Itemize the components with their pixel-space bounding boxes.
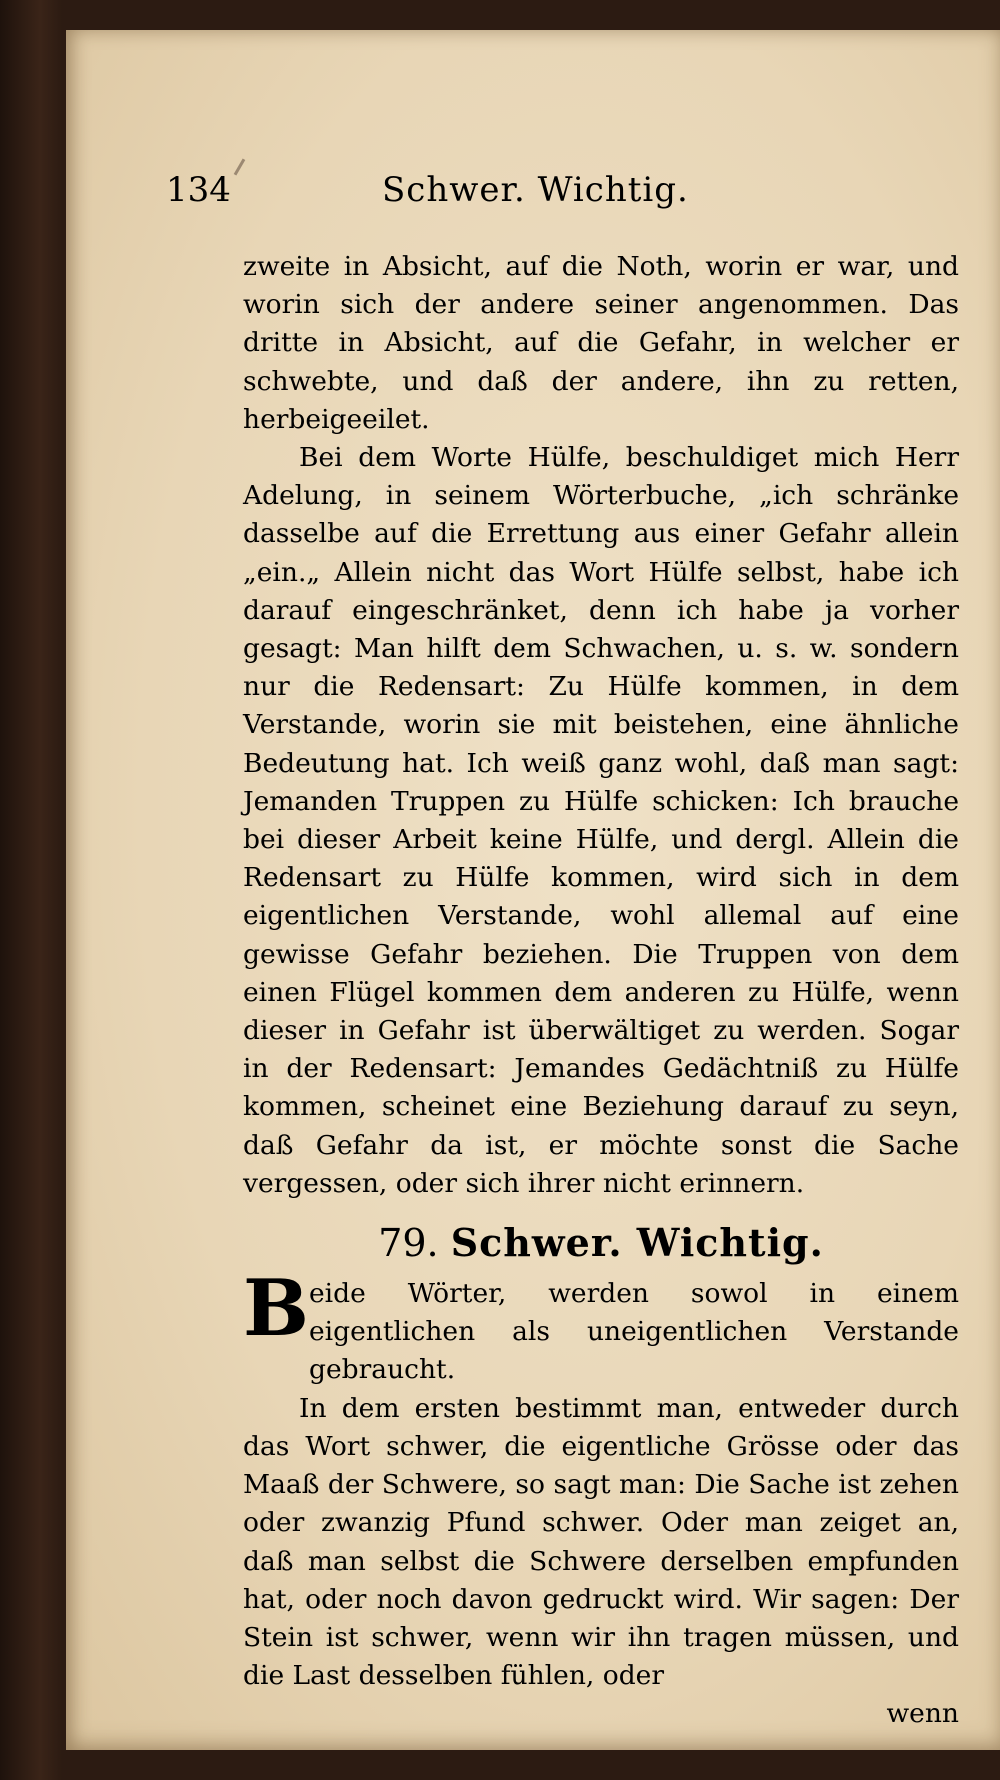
- section-number: 79.: [378, 1221, 439, 1266]
- section-second-paragraph: In dem ersten bestimmt man, entweder durch das Wort schwer, die eigentliche Grösse oder das Maaß der Schwere, so sagt man: Die Sache ist zehen oder zwanzig Pfund schwer. Oder man zeiget an, daß man selbst die Schwere derselben empfunden hat, oder noch davon gedruckt wird. Wir sagen: Der Stein ist schwer, wenn wir ihn tragen müssen, und die Last desselben fühlen, oder: [243, 1392, 959, 1692]
- paragraph-continuation: zweite in Absicht, auf die Noth, worin er war, und worin sich der andere seiner angenommen. Das dritte in Absicht, auf die Gefahr, in welcher er schwebte, und daß der andere, ihn zu retten, herbeigeeilet.: [243, 251, 959, 435]
- first-paragraph-text: eide Wörter, werden sowol in einem eigentlichen als uneigentlichen Verstande gebraucht.: [309, 1278, 959, 1386]
- running-title: Schwer. Wichtig.: [382, 170, 689, 210]
- drop-cap: B: [243, 1263, 309, 1355]
- page-header: [166, 170, 806, 220]
- paragraph-huelfe: Bei dem Worte Hülfe, beschuldiget mich Herr Adelung, in seinem Wörterbuche, „ich schränke dasselbe auf die Errettung aus einer Gefahr allein „ein.„ Allein nicht das Wort Hülfe selbst, habe ich darauf eingeschränket, denn ich habe ja vorher gesagt: Man hilft dem Schwachen, u. s. w. sondern nur die Redensart: Zu Hülfe kommen, in dem Verstande, worin sie mit beistehen, eine ähnliche Bedeutung hat. Ich weiß ganz wohl, daß man sagt: Jemanden Truppen zu Hülfe schicken: Ich brauche bei dieser Arbeit keine Hülfe, und dergl. Allein die Redensart zu Hülfe kommen, wird sich in dem eigentlichen Verstande, wohl allemal auf eine gewisse Gefahr beziehen. Die Truppen von dem einen Flügel kommen dem anderen zu Hülfe, wenn dieser in Gefahr ist überwältiget zu werden. Sogar in der Redensart: Jemandes Gedächtniß zu Hülfe kommen, scheinet eine Beziehung darauf zu seyn, daß Gefahr da ist, er möchte sonst die Sache vergessen, oder sich ihrer nicht erinnern.: [243, 442, 959, 1199]
- catchword: wenn: [886, 1698, 959, 1730]
- section-heading: [243, 1217, 959, 1269]
- page-number: 134: [166, 170, 231, 210]
- section-first-paragraph: [243, 1263, 959, 1390]
- page-body: [243, 248, 959, 1734]
- section-title: Schwer. Wichtig.: [450, 1220, 824, 1266]
